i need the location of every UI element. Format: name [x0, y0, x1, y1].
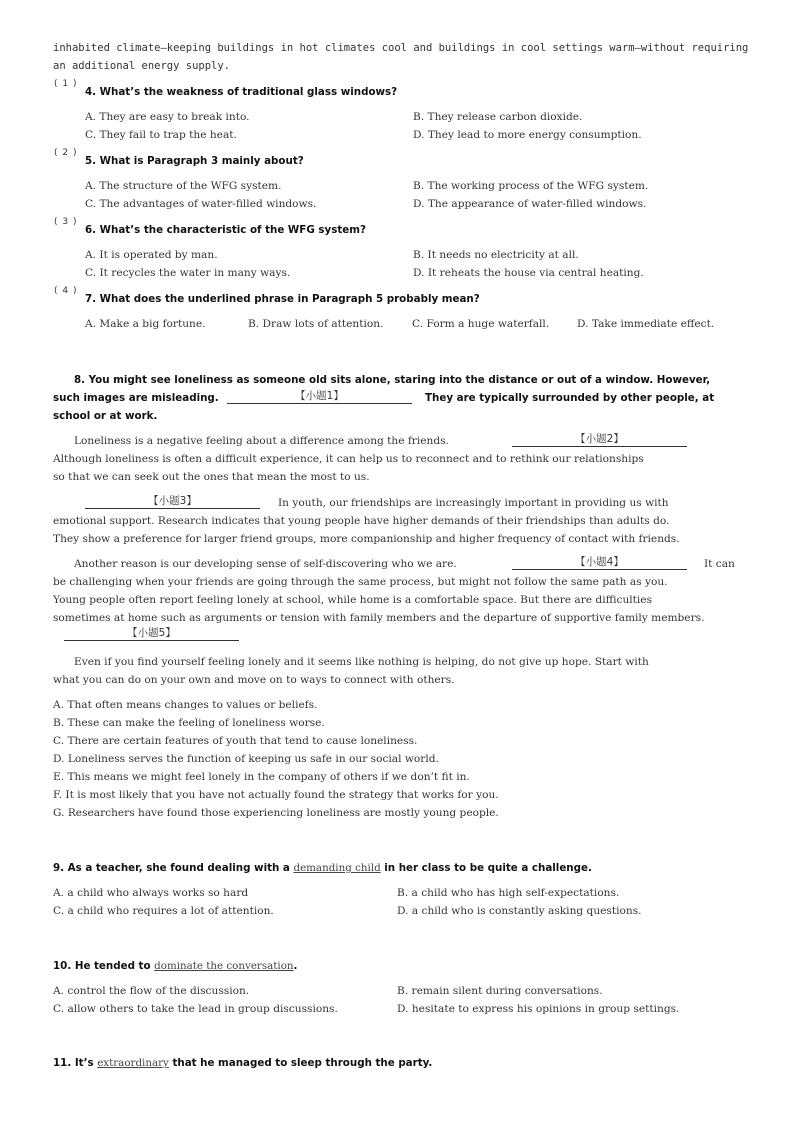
blank-4-label: 【小题4】: [575, 556, 624, 568]
cloze-p4-line-1a: Another reason is our developing sense of self-discovering who we are.: [74, 558, 457, 570]
q6-option-c[interactable]: C. It recycles the water in many ways.: [85, 267, 291, 279]
blank-5-label: 【小题5】: [127, 627, 176, 639]
cloze-p2-line-2: Although loneliness is often a difficult experience, it can help us to reconnect and to rethink our relationships: [53, 453, 644, 465]
q10-option-a[interactable]: A. control the flow of the discussion.: [53, 985, 250, 997]
question-10-stem: [53, 959, 297, 973]
q7-option-d[interactable]: D. Take immediate effect.: [577, 318, 715, 330]
q11-underlined-word: extraordinary: [97, 1057, 169, 1069]
cloze-option-f[interactable]: F. It is most likely that you have not actually found the strategy that works for you.: [53, 789, 499, 801]
cloze-p4-line-3: Young people often report feeling lonely at school, while home is a comfortable space. But there are difficulties: [53, 594, 653, 606]
q11-stem-after: that he managed to sleep through the party.: [172, 1057, 433, 1069]
question-marker: ( 1 ): [54, 79, 78, 89]
cloze-option-a[interactable]: A. That often means changes to values or beliefs.: [53, 699, 318, 711]
q4-option-c[interactable]: C. They fail to trap the heat.: [85, 129, 237, 141]
q5-option-d[interactable]: D. The appearance of water-filled windows.: [413, 198, 647, 210]
q9-option-c[interactable]: C. a child who requires a lot of attention.: [53, 905, 274, 917]
cloze-option-g[interactable]: G. Researchers have found those experiencing loneliness are mostly young people.: [53, 807, 499, 819]
question-9-stem: [53, 861, 592, 875]
cloze-p2-line-1: Loneliness is a negative feeling about a difference among the friends.: [74, 435, 449, 447]
cloze-p1-line-3: school or at work.: [53, 410, 158, 422]
q10-option-c[interactable]: C. allow others to take the lead in group discussions.: [53, 1003, 338, 1015]
cloze-p5-line-2: what you can do on your own and move on to ways to connect with others.: [53, 674, 455, 686]
question-7-stem: 7. What does the underlined phrase in Paragraph 5 probably mean?: [85, 293, 480, 305]
cloze-option-c[interactable]: C. There are certain features of youth that tend to cause loneliness.: [53, 735, 418, 747]
q4-option-d[interactable]: D. They lead to more energy consumption.: [413, 129, 642, 141]
q6-option-b[interactable]: B. It needs no electricity at all.: [413, 249, 579, 261]
cloze-p1-line-2a: such images are misleading.: [53, 392, 219, 404]
q4-option-a[interactable]: A. They are easy to break into.: [85, 111, 250, 123]
blank-3[interactable]: [85, 495, 260, 509]
q5-option-a[interactable]: A. The structure of the WFG system.: [85, 180, 282, 192]
blank-1-label: 【小题1】: [295, 390, 344, 402]
q7-option-b[interactable]: B. Draw lots of attention.: [248, 318, 384, 330]
q10-option-b[interactable]: B. remain silent during conversations.: [397, 985, 603, 997]
q9-stem-after: in her class to be quite a challenge.: [384, 862, 592, 874]
q6-option-a[interactable]: A. It is operated by man.: [85, 249, 218, 261]
blank-5[interactable]: [64, 627, 239, 641]
cloze-option-b[interactable]: B. These can make the feeling of loneliness worse.: [53, 717, 325, 729]
intro-line-2: an additional energy supply.: [53, 60, 231, 72]
question-marker: ( 2 ): [54, 148, 78, 158]
q10-underlined-phrase: dominate the conversation: [154, 960, 294, 972]
q10-option-d[interactable]: D. hesitate to express his opinions in group settings.: [397, 1003, 680, 1015]
q10-stem-after: .: [293, 960, 298, 972]
q5-option-b[interactable]: B. The working process of the WFG system.: [413, 180, 649, 192]
q9-stem-before: 9. As a teacher, she found dealing with a: [53, 862, 290, 874]
cloze-p4-line-1b: It can: [704, 558, 735, 570]
cloze-p1-line-2b: They are typically surrounded by other people, at: [425, 392, 715, 404]
q4-option-b[interactable]: B. They release carbon dioxide.: [413, 111, 583, 123]
question-marker: ( 4 ): [54, 286, 78, 296]
cloze-p3-line-1: In youth, our friendships are increasingly important in providing us with: [278, 497, 669, 509]
question-11-stem: [53, 1056, 432, 1070]
q11-stem-before: 11. It’s: [53, 1057, 94, 1069]
q6-option-d[interactable]: D. It reheats the house via central heating.: [413, 267, 644, 279]
cloze-p3-line-2: emotional support. Research indicates that young people have higher demands of their friendships than adults do.: [53, 515, 670, 527]
q10-stem-before: 10. He tended to: [53, 960, 151, 972]
cloze-p5-line-1: Even if you find yourself feeling lonely and it seems like nothing is helping, do not give up hope. Start with: [74, 656, 649, 668]
question-4-stem: 4. What’s the weakness of traditional glass windows?: [85, 86, 398, 98]
q7-option-c[interactable]: C. Form a huge waterfall.: [412, 318, 550, 330]
cloze-p4-line-2: be challenging when your friends are going through the same process, but might not follow the same path as you.: [53, 576, 668, 588]
question-marker: ( 3 ): [54, 217, 78, 227]
cloze-p4-line-4: sometimes at home such as arguments or tension with family members and the departure of supportive family members.: [53, 612, 705, 624]
cloze-p3-line-3: They show a preference for larger friend groups, more companionship and higher frequency of contact with friends.: [53, 533, 680, 545]
blank-2-label: 【小题2】: [575, 433, 624, 445]
q5-option-c[interactable]: C. The advantages of water-filled windows.: [85, 198, 317, 210]
blank-3-label: 【小题3】: [148, 495, 197, 507]
blank-1[interactable]: [227, 390, 412, 404]
q7-option-a[interactable]: A. Make a big fortune.: [85, 318, 206, 330]
cloze-p1-line-1: 8. You might see loneliness as someone old sits alone, staring into the distance or out of a window. However,: [74, 374, 711, 386]
q9-option-a[interactable]: A. a child who always works so hard: [53, 887, 249, 899]
question-6-stem: 6. What’s the characteristic of the WFG system?: [85, 224, 366, 236]
intro-line-1: inhabited climate—keeping buildings in hot climates cool and buildings in cool settings warm—without requiring: [53, 42, 749, 54]
blank-2[interactable]: [512, 433, 687, 447]
blank-4[interactable]: [512, 556, 687, 570]
cloze-option-e[interactable]: E. This means we might feel lonely in the company of others if we don’t fit in.: [53, 771, 470, 783]
q9-option-b[interactable]: B. a child who has high self-expectations.: [397, 887, 620, 899]
cloze-p2-line-3: so that we can seek out the ones that mean the most to us.: [53, 471, 370, 483]
q9-underlined-phrase: demanding child: [293, 862, 381, 874]
cloze-option-d[interactable]: D. Loneliness serves the function of keeping us safe in our social world.: [53, 753, 439, 765]
question-5-stem: 5. What is Paragraph 3 mainly about?: [85, 155, 304, 167]
q9-option-d[interactable]: D. a child who is constantly asking questions.: [397, 905, 642, 917]
